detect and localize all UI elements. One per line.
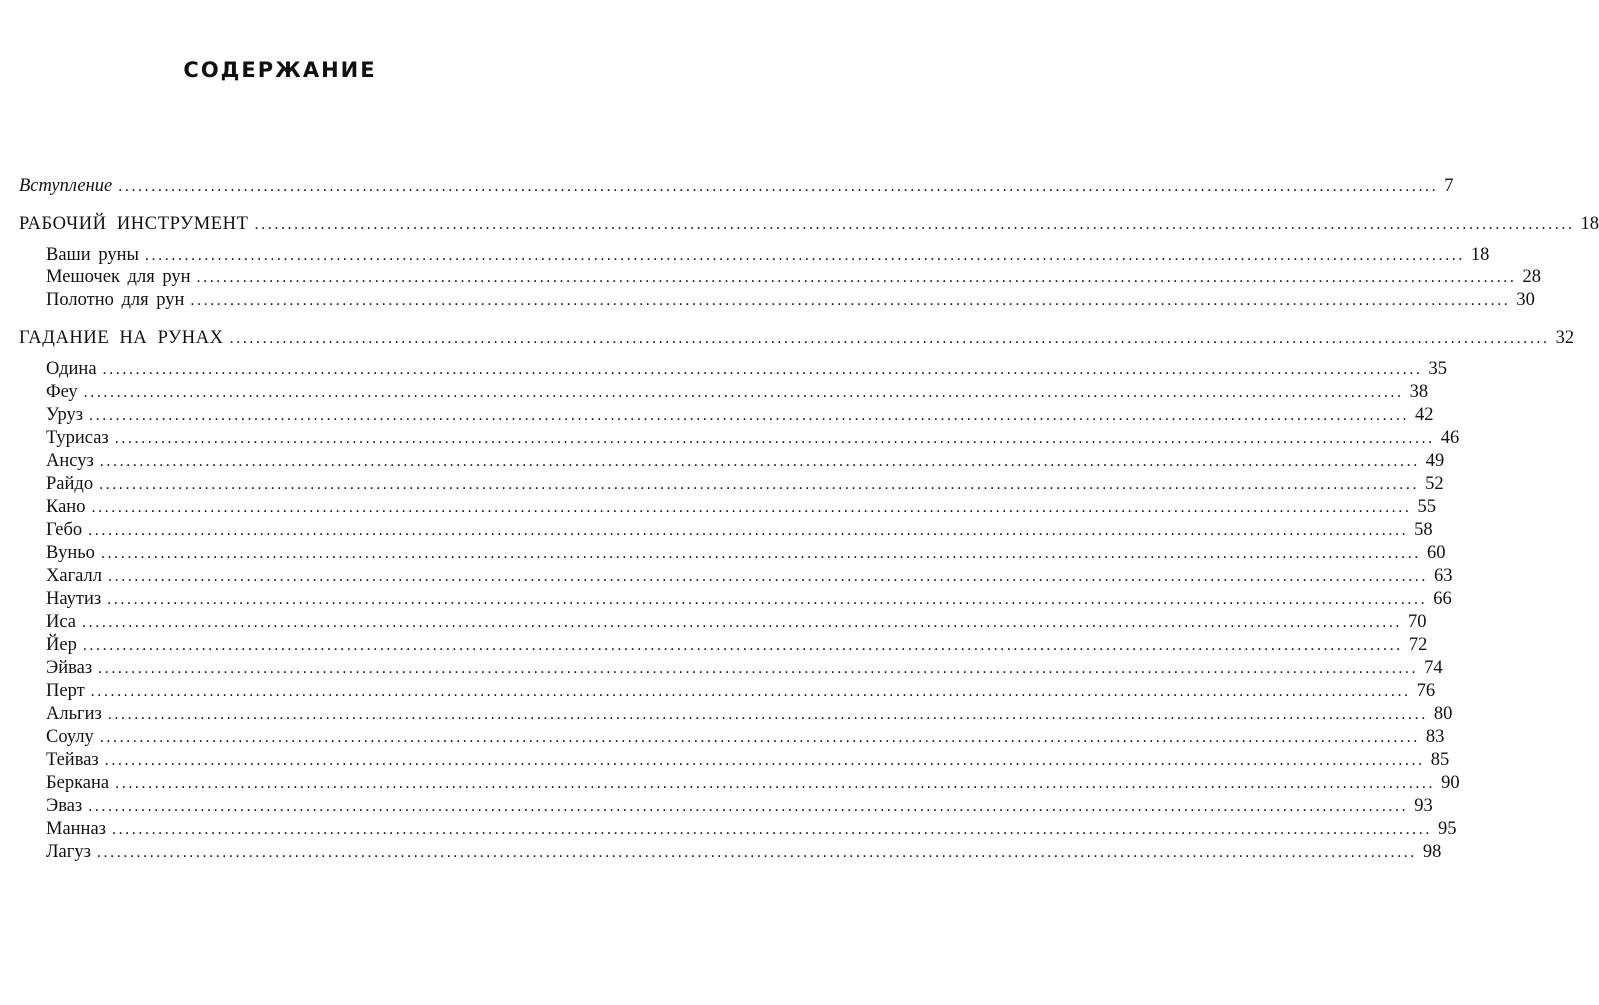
toc-entry-label: Альгиз [46,704,102,724]
toc-entry-page: 95 [1437,819,1457,839]
toc-entry-page: 63 [1434,566,1453,586]
toc-entry[interactable] [46,702,1453,726]
toc-entry-label: Хагалл [46,566,102,586]
toc-entry-page: 42 [1415,405,1434,425]
toc-entry-page: 30 [1516,290,1535,310]
toc-entry-page: 58 [1414,520,1433,540]
dot-leader: ........................................................................................................................................................................................................ [114,430,1435,447]
toc-entry[interactable] [46,840,1442,864]
toc-entry-page: 18 [1470,245,1490,265]
toc-section-label: ГАДАНИЕ НА РУНАХ [19,328,224,348]
dot-leader: ........................................................................................................................................................................................................ [254,216,1575,233]
toc-entry-page: 52 [1425,474,1444,494]
toc-entry[interactable] [46,541,1446,565]
dot-leader: ........................................................................................................................................................................................................ [107,706,1428,723]
page-title: СОДЕРЖАНИЕ [183,58,377,82]
toc-entry-page: 28 [1522,267,1541,287]
toc-entry[interactable] [46,564,1453,588]
toc-entry-page: 7 [1444,176,1454,196]
toc-entry-page: 46 [1440,428,1460,448]
dot-leader: ........................................................................................................................................................................................................ [99,729,1420,746]
toc-section-page: 32 [1555,328,1575,348]
toc-entry-label: Полотно для рун [46,290,185,310]
toc-entry-label: Кано [46,497,86,517]
dot-leader: ........................................................................................................................................................................................................ [100,545,1421,562]
toc-entry-label: Эваз [46,796,83,816]
toc-section-label: РАБОЧИЙ ИНСТРУМЕНТ [19,214,249,234]
toc-entry[interactable] [46,288,1535,312]
toc-entry-page: 55 [1417,497,1436,517]
dot-leader: ........................................................................................................................................................................................................ [111,821,1432,838]
toc-entry-label: Тейваз [46,750,99,770]
dot-leader: ........................................................................................................................................................................................................ [118,178,1439,195]
dot-leader: ........................................................................................................................................................................................................ [96,844,1417,861]
dot-leader: ........................................................................................................................................................................................................ [98,660,1419,677]
toc-entry[interactable] [46,771,1460,795]
toc-entry[interactable] [46,357,1448,381]
toc-entry-label: Вуньо [46,543,95,563]
toc-entry-page: 66 [1433,589,1452,609]
toc-entry[interactable] [46,725,1445,749]
toc-entry-label: Феу [46,382,78,402]
toc-entry-label: Лагуз [46,842,91,862]
toc-entry-label: Йер [46,635,77,655]
toc-entry[interactable] [46,748,1450,772]
toc-entry-page: 98 [1422,842,1442,862]
toc-entry-page: 76 [1416,681,1436,701]
toc-section-heading[interactable] [19,326,1575,350]
toc-entry[interactable] [46,817,1457,841]
toc-entry-label: Ваши руны [46,245,139,265]
toc-entry-page: 85 [1430,750,1450,770]
dot-leader: ........................................................................................................................................................................................................ [90,683,1411,700]
toc-entry-label: Турисаз [46,428,109,448]
dot-leader: ........................................................................................................................................................................................................ [99,453,1420,470]
toc-entry[interactable] [46,243,1490,267]
toc-entry-page: 38 [1409,382,1429,402]
dot-leader: ........................................................................................................................................................................................................ [91,499,1412,516]
toc-entry-page: 49 [1425,451,1445,471]
toc-entry-label: Вступление [19,176,113,196]
toc-entry[interactable] [46,794,1433,818]
dot-leader: ........................................................................................................................................................................................................ [115,775,1436,792]
toc-entry-page: 83 [1425,727,1445,747]
toc-entry-label: Манназ [46,819,106,839]
toc-entry-label: Наутиз [46,589,102,609]
dot-leader: ........................................................................................................................................................................................................ [83,384,1404,401]
toc-entry-label: Уруз [46,405,84,425]
dot-leader: ........................................................................................................................................................................................................ [144,247,1465,264]
toc-entry-label: Перт [46,681,85,701]
dot-leader: ........................................................................................................................................................................................................ [89,407,1410,424]
dot-leader: ........................................................................................................................................................................................................ [229,330,1550,347]
dot-leader: ........................................................................................................................................................................................................ [190,292,1511,309]
toc-entry[interactable] [46,449,1445,473]
dot-leader: ........................................................................................................................................................................................................ [104,752,1425,769]
toc-entry-label: Райдо [46,474,94,494]
toc-entry-label: Беркана [46,773,110,793]
toc-entry[interactable] [46,610,1427,634]
dot-leader: ........................................................................................................................................................................................................ [196,269,1517,286]
toc-entry-label: Иса [46,612,77,632]
toc-entry[interactable] [46,656,1443,680]
dot-leader: ........................................................................................................................................................................................................ [102,361,1423,378]
toc-entry-page: 93 [1414,796,1433,816]
toc-entry[interactable] [46,403,1434,427]
toc-entry[interactable] [46,265,1541,289]
toc-entry-page: 70 [1408,612,1427,632]
toc-section-heading[interactable] [19,212,1599,236]
toc-entry-label: Одина [46,359,97,379]
toc-entry[interactable] [46,518,1433,542]
toc-entry[interactable] [46,495,1436,519]
dot-leader: ........................................................................................................................................................................................................ [108,568,1428,585]
toc-entry-page: 74 [1424,658,1443,678]
toc-entry-intro[interactable] [19,174,1454,198]
toc-entry-label: Мешочек для рун [46,267,191,287]
dot-leader: ........................................................................................................................................................................................................ [88,522,1409,539]
toc-entry-label: Эйваз [46,658,93,678]
toc-section-page: 18 [1580,214,1599,234]
dot-leader: ........................................................................................................................................................................................................ [88,798,1409,815]
toc-entry-page: 72 [1408,635,1428,655]
toc-entry[interactable] [46,426,1460,450]
dot-leader: ........................................................................................................................................................................................................ [82,614,1403,631]
toc-entry-page: 80 [1433,704,1453,724]
toc-entry[interactable] [46,472,1444,496]
toc-entry-page: 60 [1426,543,1446,563]
toc-entry-label: Ансуз [46,451,94,471]
toc-entry-label: Гебо [46,520,83,540]
dot-leader: ........................................................................................................................................................................................................ [99,476,1420,493]
toc-entry-page: 35 [1428,359,1448,379]
toc-entry[interactable] [46,380,1429,404]
dot-leader: ........................................................................................................................................................................................................ [82,637,1403,654]
toc-entry[interactable] [46,633,1428,657]
toc-entry[interactable] [46,679,1436,703]
toc-entry-label: Соулу [46,727,94,747]
toc-entry-page: 90 [1441,773,1460,793]
dot-leader: ........................................................................................................................................................................................................ [107,591,1428,608]
toc-entry[interactable] [46,587,1452,611]
